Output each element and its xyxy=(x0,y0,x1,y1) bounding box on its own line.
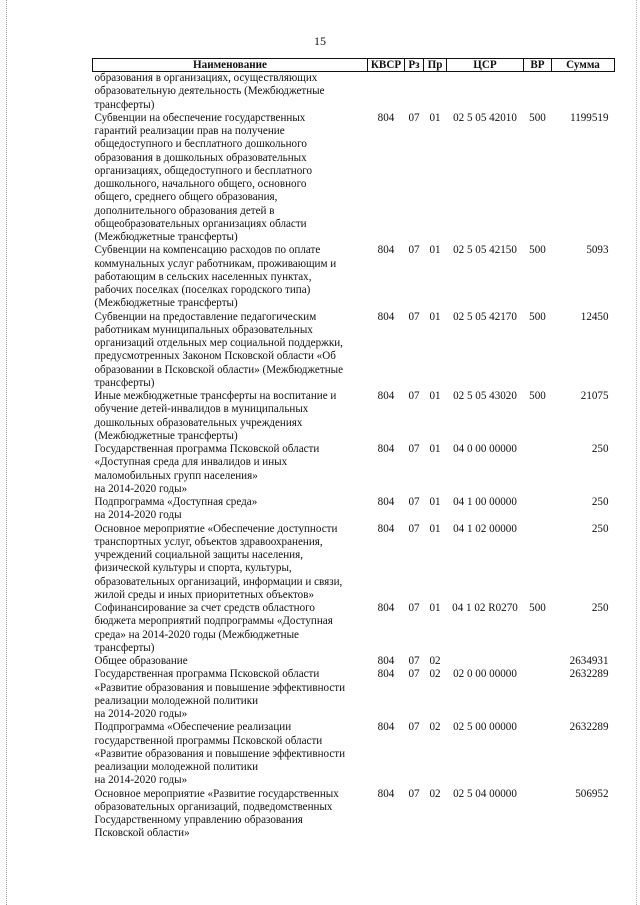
cell-csr: 02 5 05 42010 xyxy=(453,111,517,124)
cell-name xyxy=(93,72,368,112)
cell-csr: 04 0 00 00000 xyxy=(453,443,517,455)
cell-kvsr: 804 xyxy=(377,668,395,681)
header-kvsr: КВСР xyxy=(368,59,405,72)
header-csr: ЦСР xyxy=(447,59,524,72)
cell-name-line: коммунальных услуг работникам, проживающим и xyxy=(94,257,337,270)
cell-pr xyxy=(424,72,447,112)
budget-table xyxy=(92,58,615,841)
table-row xyxy=(93,655,615,668)
cell-kvsr: 804 xyxy=(377,443,395,455)
cell-name-line: «Развитие образования и повышение эффективности xyxy=(94,747,346,760)
cell-pr: 01 xyxy=(429,522,441,535)
cell-name-line: (Межбюджетные трансферты) xyxy=(94,231,238,243)
cell-rz: 07 xyxy=(408,655,420,667)
cell-rz xyxy=(405,72,424,112)
cell-vr xyxy=(524,788,552,841)
cell-sum: 2634931 xyxy=(569,655,609,667)
cell-name-line: гарантий реализации прав на получение xyxy=(94,125,285,137)
cell-vr xyxy=(524,72,552,112)
cell-sum: 250 xyxy=(591,443,609,455)
cell-kvsr: 804 xyxy=(377,522,395,535)
cell-name xyxy=(93,496,368,523)
table-body xyxy=(93,72,615,841)
cell-name-line: «Развитие образования и повышение эффективности xyxy=(94,681,346,694)
cell-name-line: образования в дошкольных образовательных xyxy=(94,151,307,164)
scan-edge-left xyxy=(6,0,7,905)
cell-pr: 01 xyxy=(429,244,441,257)
scan-edge-right xyxy=(636,0,637,905)
cell-name-line: работающим в сельских населенных пунктах, xyxy=(94,270,312,283)
cell-name-line: дополнительного образования детей в xyxy=(94,204,275,217)
cell-rz: 07 xyxy=(408,787,420,800)
table-row xyxy=(93,112,615,245)
cell-vr xyxy=(524,668,552,721)
cell-csr: 02 5 05 43020 xyxy=(453,390,517,402)
cell-kvsr: 804 xyxy=(377,310,395,323)
cell-sum: 506952 xyxy=(575,787,609,800)
cell-name xyxy=(93,668,368,721)
cell-pr: 01 xyxy=(429,111,441,124)
cell-pr: 01 xyxy=(429,310,441,323)
cell-kvsr: 804 xyxy=(377,787,395,800)
cell-name xyxy=(93,788,368,841)
cell-csr: 02 5 05 42170 xyxy=(453,310,517,323)
cell-kvsr: 804 xyxy=(377,244,395,257)
table-row xyxy=(93,244,615,310)
cell-name-line: Государственному управлению образования xyxy=(94,814,303,826)
cell-vr: 500 xyxy=(529,310,546,323)
cell-name-line: Государственная программа Псковской области xyxy=(94,668,320,681)
cell-vr xyxy=(524,523,552,603)
cell-csr: 04 1 00 00000 xyxy=(453,496,517,508)
cell-vr: 500 xyxy=(529,602,546,614)
cell-pr: 01 xyxy=(429,390,441,402)
cell-name-line: Подпрограмма «Доступная среда» xyxy=(94,496,258,508)
cell-csr: 02 0 00 00000 xyxy=(453,668,517,681)
cell-name-line: Субвенции на компенсацию расходов по оплате xyxy=(94,244,321,257)
cell-rz: 07 xyxy=(408,390,420,402)
cell-name-line: предусмотренных Законом Псковской области «Об xyxy=(94,350,336,363)
cell-name-line: организациях, общедоступного и бесплатного xyxy=(94,164,313,177)
header-name: Наименование xyxy=(93,59,368,72)
cell-pr: 01 xyxy=(429,496,441,508)
cell-csr: 04 1 02 R0270 xyxy=(452,602,518,614)
cell-sum: 21075 xyxy=(580,390,609,402)
cell-name-line: трансферты) xyxy=(94,98,155,111)
cell-name-line: транспортных услуг, объектов здравоохранения, xyxy=(94,535,323,548)
cell-name-line: на 2014-2020 годы» xyxy=(94,482,188,495)
cell-name-line: обучение детей-инвалидов в муниципальных xyxy=(94,403,309,416)
header-rz: Рз xyxy=(405,59,424,72)
table-header-row xyxy=(93,59,615,72)
cell-name xyxy=(93,655,368,668)
cell-name-line: образовании в Псковской области» (Межбюджетные xyxy=(94,363,344,376)
cell-vr: 500 xyxy=(529,244,546,257)
cell-name xyxy=(93,443,368,496)
cell-rz: 07 xyxy=(408,668,420,681)
cell-pr: 02 xyxy=(429,787,441,800)
cell-name xyxy=(93,311,368,391)
cell-rz: 07 xyxy=(408,602,420,614)
cell-sum xyxy=(552,72,615,112)
cell-name-line: образовательную деятельность (Межбюджетные xyxy=(94,85,325,98)
cell-name-line: организаций отдельных мер социальной поддержки, xyxy=(94,337,343,349)
cell-name-line: рабочих поселках (поселках городского типа) xyxy=(94,284,311,296)
cell-vr: 500 xyxy=(529,390,546,402)
cell-rz: 07 xyxy=(408,310,420,323)
table-row xyxy=(93,721,615,787)
cell-pr: 02 xyxy=(429,655,441,667)
cell-vr xyxy=(524,721,552,787)
cell-name-line: Основное мероприятие «Развитие государственных xyxy=(94,787,339,800)
cell-vr xyxy=(524,655,552,668)
cell-name-line: Основное мероприятие «Обеспечение доступности xyxy=(94,522,338,535)
cell-name xyxy=(93,390,368,443)
cell-csr: 04 1 02 00000 xyxy=(453,522,517,535)
table-row xyxy=(93,311,615,391)
cell-name-line: реализации молодежной политики xyxy=(94,694,259,707)
cell-sum: 250 xyxy=(591,496,609,508)
table-row xyxy=(93,390,615,443)
cell-name-line: дошкольного, начального общего, основного xyxy=(94,178,307,190)
table-row xyxy=(93,496,615,523)
cell-name-line: физической культуры и спорта, культуры, xyxy=(94,562,292,575)
cell-name-line: общего, среднего общего образования, xyxy=(94,191,278,204)
cell-rz: 07 xyxy=(408,721,420,734)
cell-name-line: дошкольных образовательных учреждениях xyxy=(94,416,303,429)
cell-name-line: трансферты) xyxy=(94,376,155,389)
cell-name-line: Государственная программа Псковской области xyxy=(94,443,320,455)
cell-rz: 07 xyxy=(408,522,420,535)
cell-vr: 500 xyxy=(529,111,546,124)
cell-name-line: среда» на 2014-2020 годы (Межбюджетные xyxy=(94,628,299,641)
cell-name-line: Субвенции на предоставление педагогическим xyxy=(94,310,317,323)
header-pr: Пр xyxy=(424,59,447,72)
cell-pr: 02 xyxy=(429,668,441,681)
cell-name-line: образовательных организаций, информации и связи, xyxy=(94,575,343,588)
cell-vr xyxy=(524,443,552,496)
cell-sum: 12450 xyxy=(580,310,609,323)
cell-sum: 250 xyxy=(591,602,609,614)
cell-name-line: маломобильных групп населения» xyxy=(94,469,258,482)
header-sum: Сумма xyxy=(552,59,615,72)
cell-sum: 2632289 xyxy=(569,721,609,734)
page-number: 15 xyxy=(314,34,326,48)
cell-name xyxy=(93,602,368,655)
cell-sum: 2632289 xyxy=(569,668,609,681)
cell-rz: 07 xyxy=(408,111,420,124)
cell-rz: 07 xyxy=(408,443,420,455)
cell-sum: 1199519 xyxy=(570,111,609,124)
cell-sum: 250 xyxy=(591,522,609,535)
cell-name-line: работникам муниципальных образовательных xyxy=(94,323,313,336)
cell-name-line: образования в организациях, осуществляющих xyxy=(94,72,318,84)
table-row xyxy=(93,602,615,655)
cell-kvsr: 804 xyxy=(377,655,395,667)
cell-name-line: Субвенции на обеспечение государственных xyxy=(94,111,306,124)
header-vr: ВР xyxy=(524,59,552,72)
cell-name-line: на 2014-2020 годы» xyxy=(94,708,188,720)
table-row xyxy=(93,443,615,496)
cell-vr xyxy=(524,496,552,523)
cell-pr: 01 xyxy=(429,443,441,455)
cell-name-line: общеобразовательных организациях области xyxy=(94,217,307,230)
cell-kvsr: 804 xyxy=(377,602,395,614)
cell-name xyxy=(93,523,368,603)
cell-kvsr: 804 xyxy=(377,496,395,508)
cell-name-line: учреждений социальной защиты населения, xyxy=(94,549,303,561)
cell-name-line: на 2014-2020 годы» xyxy=(94,774,188,787)
cell-rz: 07 xyxy=(408,244,420,257)
cell-kvsr: 804 xyxy=(377,721,395,734)
cell-name-line: Подпрограмма «Обеспечение реализации xyxy=(94,721,292,734)
cell-pr: 01 xyxy=(429,602,441,614)
table-row xyxy=(93,523,615,603)
cell-name-line: «Доступная среда для инвалидов и иных xyxy=(94,456,288,469)
cell-name xyxy=(93,244,368,310)
cell-name-line: (Межбюджетные трансферты) xyxy=(94,429,238,442)
cell-name-line: Псковской области» xyxy=(94,827,190,840)
cell-name-line: Иные межбюджетные трансферты на воспитание и xyxy=(94,390,337,402)
cell-kvsr: 804 xyxy=(377,390,395,402)
table-row xyxy=(93,788,615,841)
cell-name-line: общедоступного и бесплатного дошкольного xyxy=(94,138,307,151)
cell-csr: 02 5 00 00000 xyxy=(453,721,517,734)
cell-csr: 02 5 05 42150 xyxy=(453,244,517,257)
cell-name-line: бюджета мероприятий подпрограммы «Доступная xyxy=(94,615,333,628)
cell-sum: 5093 xyxy=(586,244,609,257)
cell-name-line: Общее образование xyxy=(94,655,188,667)
cell-csr xyxy=(447,655,524,668)
cell-name-line: реализации молодежной политики xyxy=(94,761,259,773)
cell-name-line: Софинансирование за счет средств областного xyxy=(94,602,315,614)
table-row xyxy=(93,72,615,112)
cell-name-line: жилой среды и иных приоритетных объектов» xyxy=(94,588,315,601)
cell-name-line: образовательных организаций, подведомственных xyxy=(94,800,333,813)
cell-pr: 02 xyxy=(429,721,441,734)
cell-csr xyxy=(447,72,524,112)
cell-kvsr xyxy=(368,72,405,112)
cell-rz: 07 xyxy=(408,496,420,508)
cell-name xyxy=(93,721,368,787)
cell-name-line: (Межбюджетные трансферты) xyxy=(94,297,238,310)
cell-name-line: трансферты) xyxy=(94,641,155,654)
table-row xyxy=(93,668,615,721)
cell-name-line: на 2014-2020 годы xyxy=(94,509,182,522)
cell-kvsr: 804 xyxy=(377,111,395,124)
cell-name-line: государственной программы Псковской области xyxy=(94,734,323,747)
cell-csr: 02 5 04 00000 xyxy=(453,787,517,800)
cell-name xyxy=(93,112,368,245)
